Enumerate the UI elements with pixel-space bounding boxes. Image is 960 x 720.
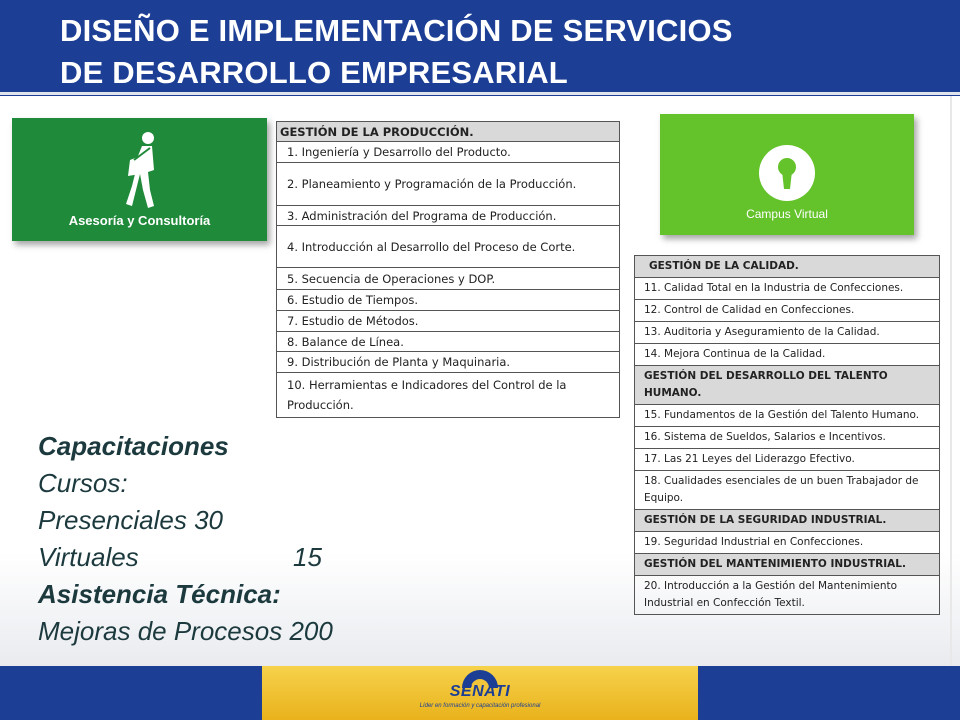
keyhole-icon xyxy=(759,145,815,201)
table-row: 3. Administración del Programa de Producción. xyxy=(277,206,620,226)
table-row: 1. Ingeniería y Desarrollo del Producto. xyxy=(277,142,620,163)
table-row: 9. Distribución de Planta y Maquinaria. xyxy=(277,352,620,373)
produccion-table xyxy=(276,121,620,418)
table-row: 10. Herramientas e Indicadores del Control de la Producción. xyxy=(277,373,620,418)
seguridad-header: GESTIÓN DE LA SEGURIDAD INDUSTRIAL. xyxy=(635,510,940,532)
table-row: 6. Estudio de Tiempos. xyxy=(277,290,620,311)
talento-header: GESTIÓN DEL DESARROLLO DEL TALENTO HUMANO. xyxy=(635,366,940,405)
cursos-label: Cursos: xyxy=(38,468,128,498)
mantenimiento-header: GESTIÓN DEL MANTENIMIENTO INDUSTRIAL. xyxy=(635,554,940,576)
table-row: 12. Control de Calidad en Confecciones. xyxy=(635,300,940,322)
header-divider xyxy=(0,92,960,95)
calidad-header: GESTIÓN DE LA CALIDAD. xyxy=(635,256,940,278)
virtuales-label: Virtuales xyxy=(38,542,139,572)
senati-tagline: Líder en formación y capacitación profesional xyxy=(419,703,541,709)
table-row: 5. Secuencia de Operaciones y DOP. xyxy=(277,268,620,290)
walking-person-icon xyxy=(124,130,164,210)
title-line-1: DISEÑO E IMPLEMENTACIÓN DE SERVICIOS xyxy=(60,13,733,48)
right-divider xyxy=(950,96,952,666)
table-row: 7. Estudio de Métodos. xyxy=(277,311,620,332)
virtuales-value: 15 xyxy=(293,542,322,572)
table-row: 11. Calidad Total en la Industria de Confecciones. xyxy=(635,278,940,300)
virtuales-row xyxy=(38,539,333,576)
senati-logo: SENATI xyxy=(449,683,511,700)
asesoria-label: Asesoría y Consultoría xyxy=(68,213,211,228)
table-row: 2. Planeamiento y Programación de la Producción. xyxy=(277,163,620,206)
table-row: 14. Mejora Continua de la Calidad. xyxy=(635,344,940,366)
campus-label: Campus Virtual xyxy=(746,207,828,221)
campus-virtual-tile[interactable] xyxy=(660,114,914,235)
footer-bar xyxy=(0,666,960,720)
produccion-header: GESTIÓN DE LA PRODUCCIÓN. xyxy=(277,122,620,142)
presenciales-count: Presenciales 30 xyxy=(38,505,223,535)
asesoria-consultoria-tile[interactable] xyxy=(12,118,267,241)
table-row: 8. Balance de Línea. xyxy=(277,332,620,352)
table-row: 4. Introducción al Desarrollo del Proceso de Corte. xyxy=(277,226,620,268)
asistencia-heading: Asistencia Técnica: xyxy=(38,579,281,609)
mejoras-count: Mejoras de Procesos 200 xyxy=(38,616,333,646)
table-row: 13. Auditoria y Aseguramiento de la Calidad. xyxy=(635,322,940,344)
capacitaciones-heading: Capacitaciones xyxy=(38,431,229,461)
table-row: 17. Las 21 Leyes del Liderazgo Efectivo. xyxy=(635,449,940,471)
page-title xyxy=(60,10,733,94)
table-row: 16. Sistema de Sueldos, Salarios e Incentivos. xyxy=(635,427,940,449)
capacitaciones-block xyxy=(38,428,333,650)
title-line-2: DE DESARROLLO EMPRESARIAL xyxy=(60,55,568,90)
calidad-table xyxy=(634,255,940,615)
table-row: 20. Introducción a la Gestión del Mantenimiento Industrial en Confección Textil. xyxy=(635,576,940,615)
table-row: 15. Fundamentos de la Gestión del Talento Humano. xyxy=(635,405,940,427)
table-row: 19. Seguridad Industrial en Confecciones. xyxy=(635,532,940,554)
table-row: 18. Cualidades esenciales de un buen Trabajador de Equipo. xyxy=(635,471,940,510)
header-bar xyxy=(0,0,960,96)
